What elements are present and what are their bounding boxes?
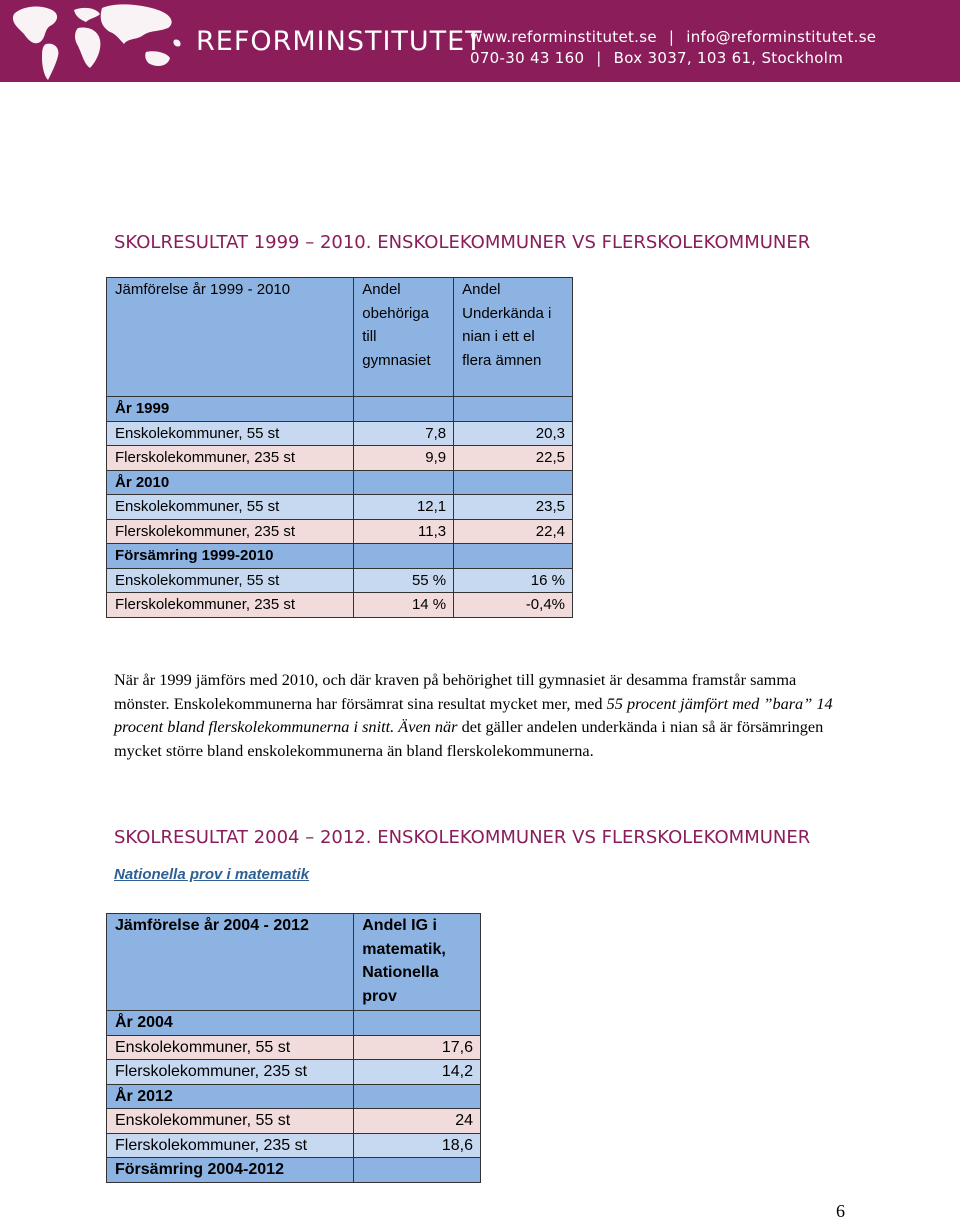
table-row — [107, 397, 573, 422]
section-1-heading: SKOLRESULTAT 1999 – 2010. ENSKOLEKOMMUNER VS FLERSKOLEKOMMUNER — [114, 232, 811, 253]
column-header: Andel Underkända i nian i ett el flera ämnen — [454, 278, 573, 397]
row-label: Enskolekommuner, 55 st — [107, 1109, 354, 1134]
paragraph-text: det gäller andelen underkända i nian så är försämringen mycket större bland enskolekommunerna än bland flerskolekommunerna. — [114, 717, 824, 760]
website-link[interactable]: www.reforminstitutet.se — [470, 28, 657, 46]
cell-value: 22,4 — [454, 519, 573, 544]
paragraph-italic-text: 55 procent jämfört med ”bara” 14 procent bland flerskolekommunerna i snitt. Även när — [114, 693, 833, 736]
row-label: Flerskolekommuner, 235 st — [107, 593, 354, 618]
cell-value: 14,2 — [354, 1060, 481, 1085]
cell-value — [354, 470, 454, 495]
table-row — [107, 1109, 481, 1134]
column-header: Jämförelse år 1999 - 2010 — [107, 278, 354, 397]
cell-value — [354, 544, 454, 569]
row-label: Försämring 1999-2010 — [107, 544, 354, 569]
table-row — [107, 1084, 481, 1109]
comparison-table-1999-2010 — [106, 277, 573, 618]
table-row — [107, 495, 573, 520]
separator: | — [596, 49, 602, 67]
table-header-row — [107, 914, 481, 1011]
cell-value — [454, 397, 573, 422]
row-label: Flerskolekommuner, 235 st — [107, 1060, 354, 1085]
table-row — [107, 446, 573, 471]
body-paragraph — [114, 668, 844, 762]
cell-value: 14 % — [354, 593, 454, 618]
page-number: 6 — [836, 1201, 845, 1221]
row-label: Flerskolekommuner, 235 st — [107, 446, 354, 471]
cell-value: 23,5 — [454, 495, 573, 520]
cell-value: 11,3 — [354, 519, 454, 544]
table-row — [107, 544, 573, 569]
table-row — [107, 1060, 481, 1085]
cell-value: 12,1 — [354, 495, 454, 520]
table-row — [107, 568, 573, 593]
separator: | — [668, 28, 675, 46]
row-label: Enskolekommuner, 55 st — [107, 1035, 354, 1060]
cell-value — [354, 397, 454, 422]
paragraph-text: När år 1999 jämförs med 2010, och där kraven på behörighet till gymnasiet är desamma framstår samma mönster. Enskolekommunerna har försämrat sina resultat mycket mer, med — [114, 670, 797, 713]
cell-value: 7,8 — [354, 421, 454, 446]
row-label: År 2004 — [107, 1011, 354, 1036]
table-row — [107, 1158, 481, 1183]
table-row — [107, 1011, 481, 1036]
cell-value: 17,6 — [354, 1035, 481, 1060]
cell-value: -0,4% — [454, 593, 573, 618]
contact-line-2 — [470, 49, 843, 67]
cell-value: 24 — [354, 1109, 481, 1134]
cell-value: 55 % — [354, 568, 454, 593]
cell-value: 22,5 — [454, 446, 573, 471]
email-link[interactable]: info@reforminstitutet.se — [686, 28, 877, 46]
comparison-table-2004-2012 — [106, 913, 481, 1183]
cell-value: 18,6 — [354, 1133, 481, 1158]
column-header: Jämförelse år 2004 - 2012 — [107, 914, 354, 1011]
row-label: Enskolekommuner, 55 st — [107, 421, 354, 446]
table-row — [107, 593, 573, 618]
row-label: Flerskolekommuner, 235 st — [107, 519, 354, 544]
section-2-subheading: Nationella prov i matematik — [114, 866, 310, 883]
row-label: Flerskolekommuner, 235 st — [107, 1133, 354, 1158]
section-2-heading: SKOLRESULTAT 2004 – 2012. ENSKOLEKOMMUNER VS FLERSKOLEKOMMUNER — [114, 827, 811, 848]
row-label: År 2010 — [107, 470, 354, 495]
phone-number: 070-30 43 160 — [470, 49, 585, 67]
table-row — [107, 1133, 481, 1158]
brand-name: REFORMINSTITUTET — [196, 26, 483, 57]
table-row — [107, 421, 573, 446]
cell-value: 20,3 — [454, 421, 573, 446]
table-header-row — [107, 278, 573, 397]
column-header: Andel obehöriga till gymnasiet — [354, 278, 454, 397]
column-header: Andel IG i matematik, Nationella prov — [354, 914, 481, 1011]
contact-line-1 — [470, 28, 876, 46]
cell-value: 16 % — [454, 568, 573, 593]
row-label: Enskolekommuner, 55 st — [107, 568, 354, 593]
table-row — [107, 519, 573, 544]
cell-value — [354, 1158, 481, 1183]
cell-value: 9,9 — [354, 446, 454, 471]
row-label: År 2012 — [107, 1084, 354, 1109]
cell-value — [454, 544, 573, 569]
cell-value — [354, 1011, 481, 1036]
row-label: År 1999 — [107, 397, 354, 422]
table-row — [107, 1035, 481, 1060]
world-map-logo — [0, 0, 190, 82]
table-row — [107, 470, 573, 495]
cell-value — [354, 1084, 481, 1109]
header-banner — [0, 0, 960, 82]
row-label: Enskolekommuner, 55 st — [107, 495, 354, 520]
row-label: Försämring 2004-2012 — [107, 1158, 354, 1183]
cell-value — [454, 470, 573, 495]
postal-address: Box 3037, 103 61, Stockholm — [613, 49, 844, 67]
